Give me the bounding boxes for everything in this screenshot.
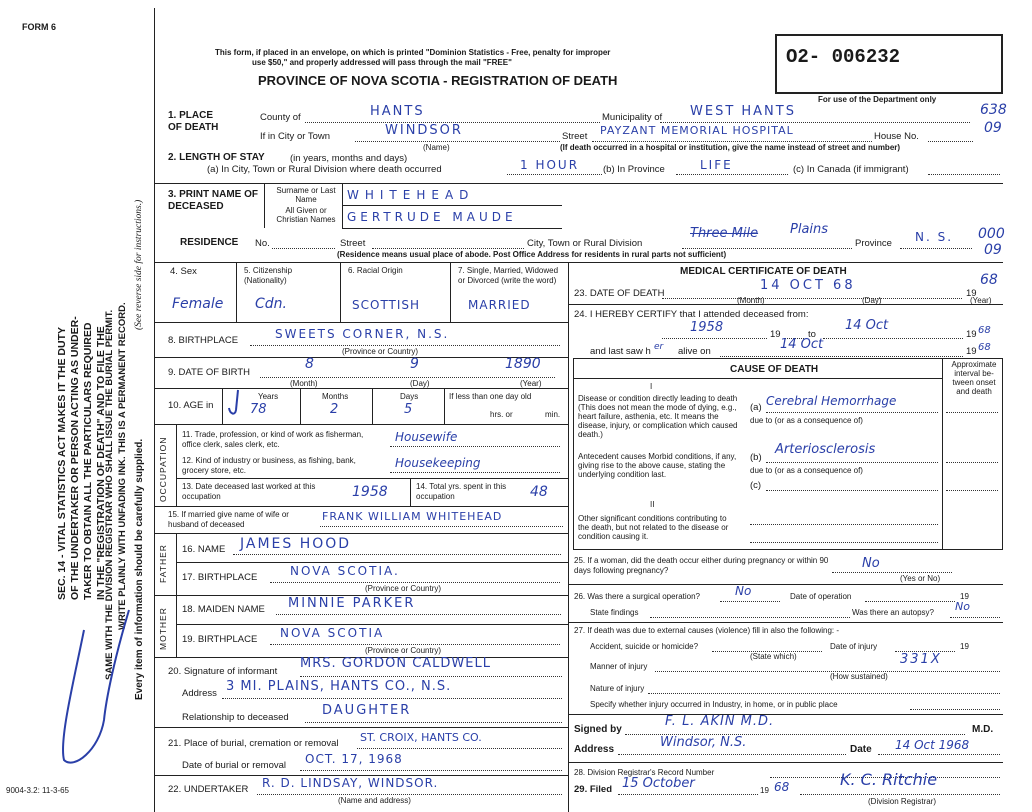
age-less-day-caption: If less than one day old: [449, 392, 532, 401]
alive-on-year: 68: [978, 342, 991, 353]
sex-value: Female: [172, 296, 224, 312]
other-significant-label: Other significant conditions contributing to the death, but not related to the disease or condition causing it.: [578, 514, 729, 541]
nature-label: Nature of injury: [590, 684, 645, 693]
yes-no-caption: (Yes or No): [900, 574, 941, 583]
mother-birthplace-caption: (Province or Country): [365, 646, 442, 655]
print-name-label: 3. PRINT NAME OF DECEASED: [168, 189, 259, 212]
cause-of-death-title: CAUSE OF DEATH: [730, 364, 819, 375]
state-findings-label: State findings: [590, 608, 639, 617]
residence-province-label: Province: [855, 238, 892, 249]
autopsy-value: No: [955, 600, 970, 613]
birthplace-label: 8. BIRTHPLACE: [168, 335, 239, 346]
last-worked-value: 1958: [352, 484, 388, 500]
residence-no-label: No.: [255, 238, 270, 249]
form-number: FORM 6: [22, 22, 57, 32]
mother-birthplace-value: NOVA SCOTIA: [280, 626, 385, 640]
hospital-note: (If death occurred in a hospital or institution, give the name instead of street and number): [560, 143, 901, 152]
father-birthplace-label: 17. BIRTHPLACE: [182, 572, 258, 583]
city-label: If in City or Town: [260, 131, 331, 142]
death-date-value: 14 OCT 68: [760, 278, 856, 293]
age-years-caption: Years: [258, 392, 279, 401]
dept-code-2: 09: [984, 120, 1002, 136]
length-note: (in years, months and days): [290, 153, 408, 164]
how-sustained-caption: (How sustained): [830, 672, 888, 681]
attended-to-year: 68: [978, 325, 991, 336]
age-days-caption: Days: [400, 392, 419, 401]
death-year-caption: (Year): [970, 296, 992, 305]
racial-origin-label: 6. Racial Origin: [348, 266, 403, 275]
registrar-signature: K. C. Ritchie: [840, 770, 938, 789]
racial-origin-value: SCOTTISH: [352, 298, 421, 312]
hrs-caption: hrs. or: [490, 410, 513, 419]
death-day-caption: (Day): [862, 296, 882, 305]
form-title: PROVINCE OF NOVA SCOTIA - REGISTRATION OF DEATH: [258, 73, 618, 88]
street-value: PAYZANT MEMORIAL HOSPITAL: [600, 124, 794, 137]
residence-label: RESIDENCE: [180, 237, 239, 248]
occupation-section-label: OCCUPATION: [158, 436, 168, 502]
dept-code-3: 000: [978, 226, 1005, 242]
surname-value: WHITEHEAD: [347, 188, 475, 202]
informant-value: MRS. GORDON CALDWELL: [300, 656, 491, 671]
spouse-value: FRANK WILLIAM WHITEHEAD: [322, 510, 503, 523]
surname-label: Surname or Last Name: [276, 186, 336, 204]
informant-address-label: Address: [182, 688, 217, 699]
citizenship-value: Cdn.: [255, 296, 287, 312]
side-text-4: IN THE "REGISTRATION OF DEATH" AND TO FILE THE: [95, 326, 107, 600]
industry-label: 12. Kind of industry or business, as fishing, bank, grocery store, etc.: [182, 456, 356, 475]
signed-by-value: F. L. AKIN M.D.: [665, 714, 775, 729]
total-yrs-label: 14. Total yrs. spent in this occupation: [416, 482, 507, 501]
injury-code: 331X: [900, 652, 942, 667]
side-text-1: SEC. 14 - VITAL STATISTICS ACT MAKES IT THE DUTY: [56, 326, 68, 600]
section-two: II: [650, 500, 655, 509]
autopsy-label: Was there an autopsy?: [852, 608, 934, 617]
birthplace-value: SWEETS CORNER, N.S.: [275, 327, 450, 341]
age-months-value: 2: [330, 402, 339, 417]
dob-month-value: 8: [305, 356, 314, 372]
mother-section-label: MOTHER: [158, 607, 168, 650]
section-one: I: [650, 382, 653, 391]
stay-province-label: (b) In Province: [603, 164, 665, 175]
operation-nineteen: 19: [960, 592, 969, 601]
death-month-caption: (Month): [737, 296, 765, 305]
dob-year-caption: (Year): [520, 379, 542, 388]
certify-label: 24. I HEREBY CERTIFY that I attended deceased from:: [574, 309, 809, 320]
informant-label: 20. Signature of informant: [168, 666, 278, 677]
marital-label: 7. Single, Married, Widowed or Divorced (write the word): [458, 266, 559, 285]
stay-city-label: (a) In City, Town or Rural Division where death occurred: [207, 164, 442, 175]
min-caption: min.: [545, 410, 561, 419]
registration-number: O2- 006232: [786, 46, 901, 68]
burial-place-label: 21. Place of burial, cremation or removal: [168, 738, 339, 749]
mother-maiden-label: 18. MAIDEN NAME: [182, 604, 265, 615]
marital-value: MARRIED: [468, 298, 531, 312]
attended-to-label: to: [808, 329, 816, 340]
mother-maiden-value: MINNIE PARKER: [288, 596, 416, 611]
trade-label: 11. Trade, profession, or kind of work as fisherman, office clerk, sales clerk, etc.: [182, 430, 364, 449]
place-of-death-label: 1. PLACE OF DEATH: [168, 110, 219, 133]
last-worked-label: 13. Date deceased last worked at this occupation: [182, 482, 316, 501]
age-months-caption: Months: [322, 392, 349, 401]
cause-b-label: (b): [750, 452, 762, 463]
specify-label: Specify whether injury occurred in Industry, in home, or in public place: [590, 700, 838, 709]
filed-date-value: 15 October: [622, 776, 695, 791]
division-registrar-caption: (Division Registrar): [868, 797, 937, 806]
residence-division-struck: Three Mile: [690, 226, 759, 241]
side-text-3: TAKER TO OBTAIN ALL THE PARTICULARS REQUIRED: [82, 322, 94, 600]
stay-city-value: 1 HOUR: [520, 158, 580, 172]
birthplace-caption: (Province or Country): [342, 347, 419, 356]
side-text-2: OF THE UNDERTAKER OR PERSON ACTING AS UNDER-: [69, 316, 81, 600]
date-injury-label: Date of injury: [830, 642, 878, 651]
burial-place-value: ST. CROIX, HANTS CO.: [360, 731, 482, 744]
filed-year-value: 68: [774, 780, 790, 794]
father-section-label: FATHER: [158, 544, 168, 583]
death-nineteen: 19: [966, 288, 977, 299]
due-to-b: due to (or as a consequence of): [750, 466, 863, 475]
residence-note: (Residence means usual place of abode. Post Office Address for residents in rural parts not sufficient): [337, 250, 727, 259]
surgical-value: No: [735, 584, 752, 598]
state-which-caption: (State which): [750, 652, 797, 661]
accident-label: Accident, suicide or homicide?: [590, 642, 699, 651]
residence-street-label: Street: [340, 238, 366, 249]
undertaker-label: 22. UNDERTAKER: [168, 784, 249, 795]
mother-birthplace-label: 19. BIRTHPLACE: [182, 634, 258, 645]
father-name-label: 16. NAME: [182, 544, 226, 555]
informant-address-value: 3 MI. PLAINS, HANTS CO., N.S.: [226, 679, 452, 694]
county-value: HANTS: [370, 104, 425, 119]
citizenship-label: 5. Citizenship (Nationality): [244, 266, 293, 285]
age-days-value: 5: [404, 402, 413, 417]
form-code: 9004-3.2: 11-3-65: [6, 786, 70, 795]
dept-use-note: For use of the Department only: [818, 95, 937, 104]
length-of-stay-label: 2. LENGTH OF STAY: [168, 152, 265, 163]
pregnancy-value: No: [862, 556, 880, 571]
left-border: [154, 8, 155, 812]
undertaker-caption: (Name and address): [338, 796, 411, 805]
dept-code-4: 09: [984, 242, 1002, 258]
stay-canada-label: (c) In Canada (if immigrant): [793, 164, 909, 175]
attended-to-nineteen: 19: [966, 329, 977, 340]
record-number-label: 28. Division Registrar's Record Number: [574, 768, 715, 777]
signed-date-label: Date: [850, 744, 872, 755]
relationship-label: Relationship to deceased: [182, 712, 289, 723]
trade-value: Housewife: [395, 430, 458, 444]
side-text-6: WRITE PLAINLY WITH UNFADING INK. THIS IS A PERMANENT RECORD.: [117, 302, 128, 630]
due-to-a: due to (or as a consequence of): [750, 416, 863, 425]
signed-date-value: 14 Oct 1968: [895, 738, 970, 752]
given-names-value: GERTRUDE MAUDE: [347, 210, 517, 224]
approx-interval-caption: Approximate interval be-tween onset and death: [951, 360, 997, 396]
filed-label: 29. Filed: [574, 784, 613, 795]
envelope-note-2: use $50," and properly addressed will pass through the mail "FREE": [252, 58, 512, 67]
age-check-mark: [226, 388, 250, 418]
side-text-7: Every item of information should be carefully supplied.: [134, 438, 145, 700]
dob-day-caption: (Day): [410, 379, 430, 388]
disease-leading-label: Disease or condition directly leading to death (This does not mean the mode of dying, e.g., heart failure, asthenia, etc. It means the disease, injury, or complication which caused death.): [578, 394, 738, 439]
alive-on-label: alive on: [678, 346, 711, 357]
last-saw-value: er: [654, 342, 664, 352]
dob-year-value: 1890: [505, 356, 541, 372]
signed-address-label: Address: [574, 744, 615, 755]
filed-nineteen: 19: [760, 786, 769, 795]
alive-on-value: 14 Oct: [780, 337, 824, 352]
date-operation-label: Date of operation: [790, 592, 852, 601]
relationship-value: DAUGHTER: [322, 703, 412, 718]
spouse-label: 15. If married give name of wife or husband of deceased: [168, 510, 289, 529]
burial-date-label: Date of burial or removal: [182, 760, 287, 771]
street-label: Street: [562, 131, 588, 142]
cause-b-value: Arteriosclerosis: [775, 442, 876, 457]
alive-on-nineteen: 19: [966, 346, 977, 357]
signed-by-label: Signed by: [574, 724, 622, 735]
attended-from-value: 1958: [690, 320, 724, 335]
municipality-value: WEST HANTS: [690, 104, 796, 119]
house-no-label: House No.: [874, 131, 919, 142]
sex-label: 4. Sex: [170, 266, 197, 277]
md-label: M.D.: [972, 724, 994, 735]
age-years-value: 78: [250, 402, 267, 417]
pregnancy-label: 25. If a woman, did the death occur either during pregnancy or within 90 days following pregnancy?: [574, 556, 829, 575]
father-name-value: JAMES HOOD: [240, 536, 352, 552]
age-label: 10. AGE in: [168, 400, 214, 411]
cause-a-value: Cerebral Hemorrhage: [766, 394, 897, 408]
dept-code-5: 68: [980, 272, 998, 288]
manner-label: Manner of injury: [590, 662, 648, 671]
stay-province-value: LIFE: [700, 158, 733, 172]
last-saw-label: and last saw h: [590, 346, 651, 357]
surgical-label: 26. Was there a surgical operation?: [574, 592, 700, 601]
side-text-8: (See reverse side for instructions.): [134, 199, 144, 330]
death-date-label: 23. DATE OF DEATH: [574, 288, 665, 299]
external-label: 27. If death was due to external causes (violence) fill in also the following: -: [574, 626, 840, 635]
antecedent-label: Antecedent causes Morbid conditions, if any, giving rise to the above cause, stating the underlying condition last.: [578, 452, 737, 479]
attended-from-nineteen: 19: [770, 329, 781, 340]
municipality-label: Municipality of: [602, 112, 663, 123]
total-yrs-value: 48: [530, 484, 548, 500]
dob-day-value: 9: [410, 356, 419, 372]
city-value: WINDSOR: [385, 123, 463, 138]
burial-date-value: OCT. 17, 1968: [305, 752, 403, 766]
dob-month-caption: (Month): [290, 379, 318, 388]
cause-a-label: (a): [750, 402, 762, 413]
undertaker-value: R. D. LINDSAY, WINDSOR.: [262, 776, 439, 790]
given-name-label: All Given or Christian Names: [276, 206, 336, 224]
attended-to-value: 14 Oct: [845, 318, 889, 333]
dob-label: 9. DATE OF BIRTH: [168, 367, 250, 378]
county-label: County of: [260, 112, 301, 123]
residence-division-value: Plains: [790, 222, 829, 237]
signed-address-value: Windsor, N.S.: [660, 735, 747, 750]
residence-province-value: N. S.: [915, 230, 954, 244]
father-birthplace-caption: (Province or Country): [365, 584, 442, 593]
name-caption: (Name): [423, 143, 450, 152]
envelope-note-1: This form, if placed in an envelope, on which is printed "Dominion Statistics - Free, penalty for improper: [215, 48, 611, 57]
medical-cert-title: MEDICAL CERTIFICATE OF DEATH: [680, 266, 847, 277]
cause-c-label: (c): [750, 480, 762, 491]
side-text-5: SAME WITH THE DIVISION REGISTRAR WHO SHALL ISSUE THE BURIAL PERMIT.: [104, 309, 115, 680]
residence-city-label: City, Town or Rural Division: [527, 238, 643, 249]
father-birthplace-value: NOVA SCOTIA.: [290, 564, 400, 578]
dept-code-1: 638: [980, 102, 1007, 118]
margin-signature: [44, 600, 144, 780]
injury-nineteen: 19: [960, 642, 969, 651]
industry-value: Housekeeping: [395, 456, 481, 470]
